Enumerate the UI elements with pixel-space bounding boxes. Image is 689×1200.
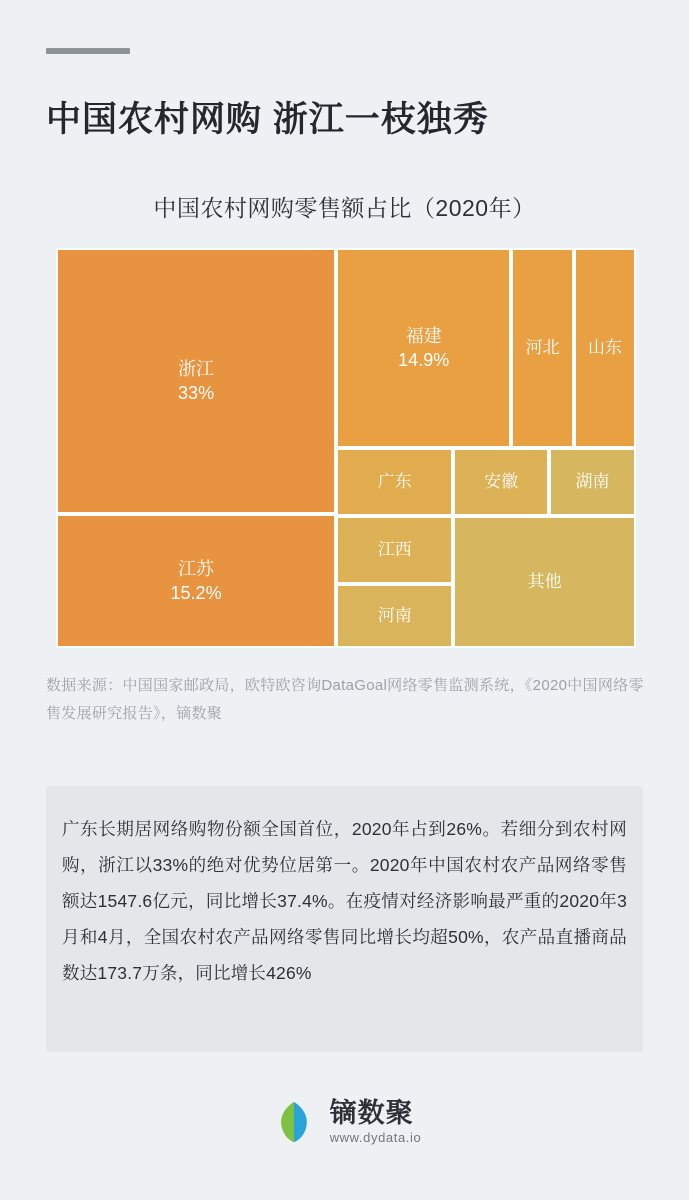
- page-title: 中国农村网购 浙江一枝独秀: [46, 100, 489, 139]
- treemap-cell: [56, 514, 336, 648]
- treemap-cell-label: 浙江: [178, 358, 215, 379]
- treemap-cell-value: 14.9%: [398, 350, 450, 370]
- treemap-cell-label: 山东: [587, 337, 622, 357]
- treemap-cell-label: 福建: [405, 325, 442, 346]
- treemap-cell: [336, 448, 453, 516]
- chart-subtitle: 中国农村网购零售额占比（2020年）: [153, 195, 536, 221]
- treemap-cell: [336, 516, 453, 584]
- treemap-cell: [336, 584, 453, 648]
- brand-name: 镝数聚: [329, 1097, 414, 1128]
- treemap-cell-label: 广东: [377, 471, 412, 491]
- treemap-cell-value: 15.2%: [170, 583, 222, 603]
- treemap-cell: [336, 248, 511, 448]
- leaf-logo-icon: [268, 1096, 320, 1148]
- treemap-cell-label: 河北: [525, 337, 560, 357]
- treemap-cell: [453, 516, 636, 648]
- treemap-chart: [56, 248, 636, 648]
- treemap-cell-value: 33%: [178, 383, 215, 403]
- brand-logo: [0, 1096, 689, 1148]
- treemap-cell-label: 其他: [527, 571, 562, 591]
- treemap-cell: [511, 248, 574, 448]
- treemap-cell: [549, 448, 636, 516]
- treemap-cell-label: 湖南: [575, 471, 610, 491]
- note-text: 广东长期居网络购物份额全国首位，2020年占到26%。若细分到农村网购，浙江以33%的绝对优势位居第一。2020年中国农村农产品网络零售额达1547.6亿元，同比增长37.4%。在疫情对经济影响最严重的2020年3月和4月，全国农村农产品网络零售同比增长均超50%，农产品直播商品数达173.7万条，同比增长426%: [62, 819, 627, 983]
- treemap-cell-label: 江西: [377, 539, 412, 559]
- source-note: 数据来源：中国国家邮政局，欧特欧咨询DataGoal网络零售监测系统，《2020中国网络零售发展研究报告》，镝数聚: [46, 677, 644, 722]
- treemap-cell: [56, 248, 336, 514]
- treemap-cell: [574, 248, 636, 448]
- treemap-cell: [453, 448, 549, 516]
- brand-url: www.dydata.io: [329, 1130, 422, 1146]
- title-rule: [46, 48, 130, 54]
- brand-text: [330, 1099, 422, 1146]
- treemap-cell-label: 河南: [377, 605, 412, 625]
- treemap-cell-label: 江苏: [178, 558, 215, 579]
- treemap-cell-label: 安徽: [484, 471, 519, 491]
